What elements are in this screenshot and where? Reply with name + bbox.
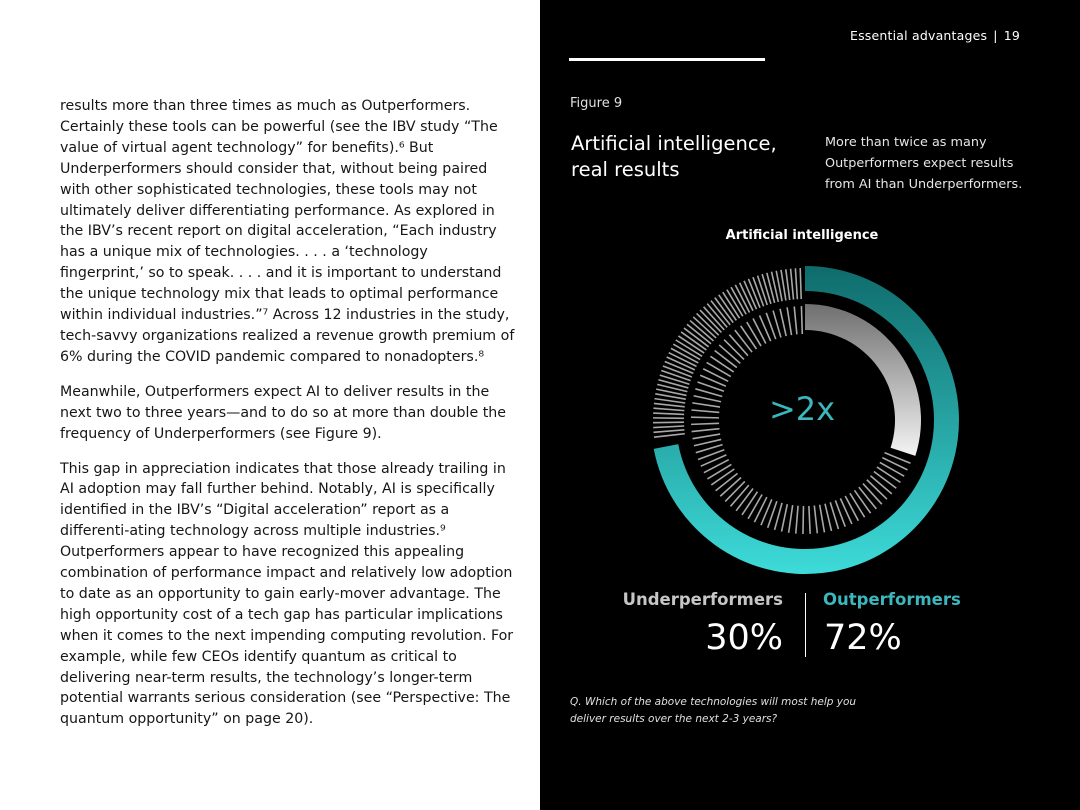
chart-center-annotation: >2x [768,390,836,428]
header-separator: | [993,28,998,43]
survey-question: Q. Which of the above technologies will most help you deliver results over the next 2-3 years? [570,696,857,725]
legend-divider [805,593,806,657]
figure-panel [540,0,1080,810]
body-paragraph-3: This gap in appreciation indicates that those already trailing in AI adoption may fall further behind. Notably, AI is specifically identified in the IBV’s “Digital acceleration” report as a differenti-ating technology across multiple industries.⁹ Outperformers appear to have recognized this appealing combination of performance impact and relatively low adoption to date as an opportunity to gain early-mover advantage. The high opportunity cost of a tech gap has particular implications when it comes to the next impending computing revolution. For example, while few CEOs identify quantum as critical to delivering near-term results, the technology’s longer-term potential warrants serious consideration (see “Perspective: The quantum opportunity” on page 20). [60,460,514,728]
figure-title-line-1: Artificial intelligence, [571,132,777,155]
body-paragraph-1: results more than three times as much as Outperformers. Certainly these tools can be powerful (see the IBV study “The value of virtual agent technology” for benefits).⁶ But Underperformers should consider that, without being paired with other sophisticated technologies, these tools may not ultimately deliver differentiating performance. As explored in the IBV’s recent report on digital acceleration, “Each industry has a unique mix of technologies. . . . a ‘technology fingerprint,’ so to speak. . . . and it is important to understand the unique technology mix that leads to optimal performance within individual industries.”⁷ Across 12 industries in the study, tech-savvy organizations realized a revenue growth premium of 6% during the COVID pandemic compared to nonadopters.⁸ [60,98,515,365]
legend-underperformers: Underperformers [622,590,783,609]
page-number: 19 [1003,28,1020,43]
body-text [60,96,516,744]
legend-outperformers: Outperformers [823,590,961,609]
value-outperformers: 72% [824,618,902,658]
figure-label: Figure 9 [570,96,623,111]
chart-title: Artificial intelligence [725,228,879,243]
body-paragraph-2: Meanwhile, Outperformers expect AI to deliver results in the next two to three years—and to do so at more than double the frequency of Underperformers (see Figure 9). [60,383,506,442]
section-title: Essential advantages [849,28,988,43]
figure-description: More than twice as many Outperformers expect results from AI than Underperformers. [825,135,1023,192]
value-underperformers: 30% [705,618,783,658]
figure-title-line-2: real results [571,158,680,181]
